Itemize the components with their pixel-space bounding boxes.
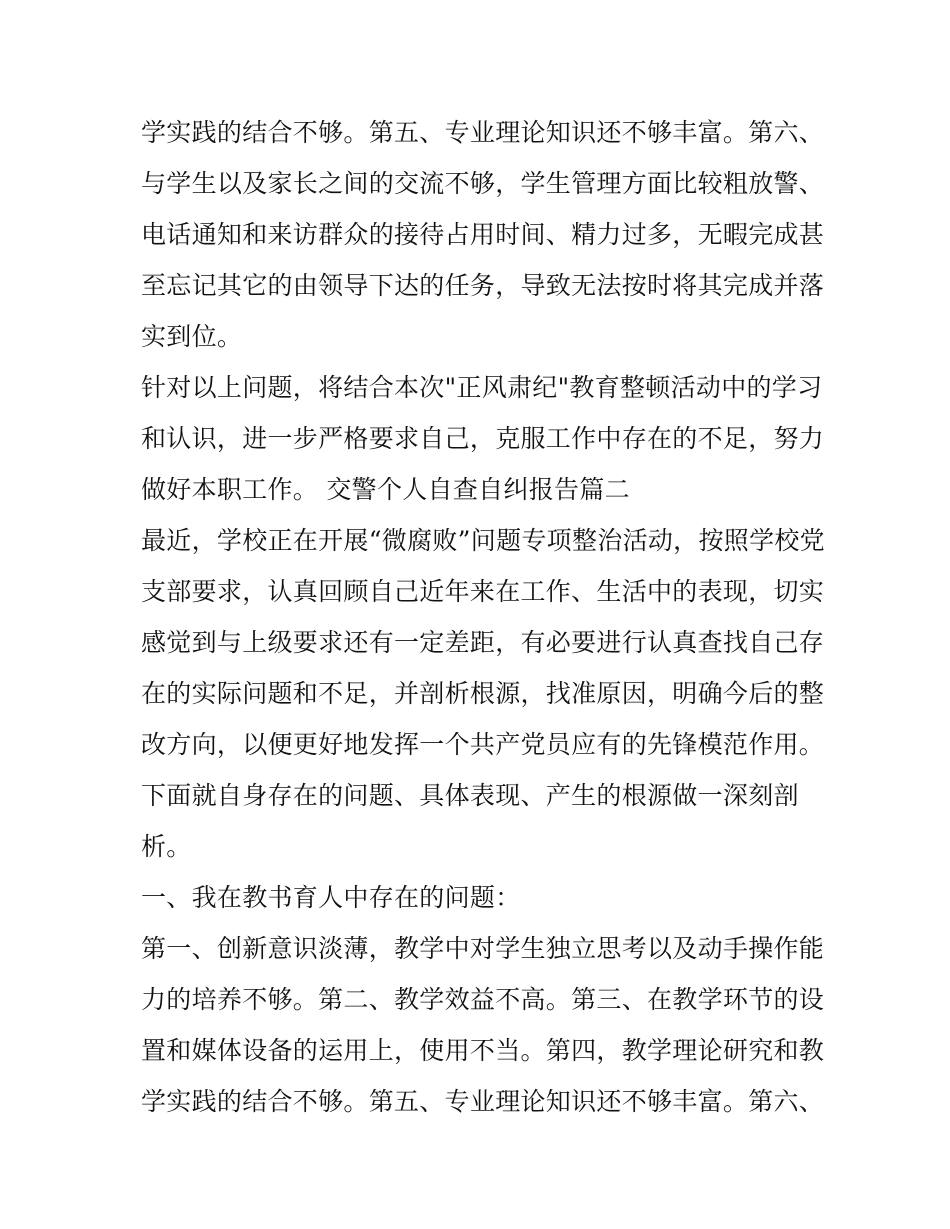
text-line: 下面就自身存在的问题、具体表现、产生的根源做一深刻剖 [141, 781, 799, 810]
text-line: 改方向，以便更好地发挥一个共产党员应有的先锋模范作用。 [141, 730, 825, 759]
text-line: 一、我在教书育人中存在的问题： [141, 883, 521, 912]
text-line: 和认识，进一步严格要求自己，克服工作中存在的不足，努力 [141, 424, 825, 453]
text-line: 做好本职工作。 交警个人自查自纠报告篇二 [141, 475, 630, 504]
text-line: 置和媒体设备的运用上，使用不当。第四，教学理论研究和教 [141, 1036, 825, 1065]
document-body-text [141, 107, 825, 1127]
text-line: 在的实际问题和不足，并剖析根源，找准原因，明确今后的整 [141, 679, 825, 708]
text-line: 感觉到与上级要求还有一定差距，有必要进行认真查找自己存 [141, 628, 825, 657]
text-line: 电话通知和来访群众的接待占用时间、精力过多，无暇完成甚 [141, 220, 825, 249]
text-line: 至忘记其它的由领导下达的任务，导致无法按时将其完成并落 [141, 271, 825, 300]
text-line: 实到位。 [141, 322, 243, 351]
text-line: 力的培养不够。第二、教学效益不高。第三、在教学环节的设 [141, 985, 825, 1014]
text-line: 与学生以及家长之间的交流不够，学生管理方面比较粗放警、 [141, 169, 825, 198]
text-line: 第一、创新意识淡薄，教学中对学生独立思考以及动手操作能 [141, 934, 825, 963]
text-line: 析。 [141, 832, 192, 861]
text-line: 针对以上问题，将结合本次"正风肃纪"教育整顿活动中的学习 [141, 373, 823, 402]
text-line: 学实践的结合不够。第五、专业理论知识还不够丰富。第六、 [141, 118, 825, 147]
text-line: 最近，学校正在开展“微腐败”问题专项整治活动，按照学校党 [141, 526, 825, 555]
text-line: 学实践的结合不够。第五、专业理论知识还不够丰富。第六、 [141, 1087, 825, 1116]
text-line: 支部要求，认真回顾自己近年来在工作、生活中的表现，切实 [141, 577, 825, 606]
